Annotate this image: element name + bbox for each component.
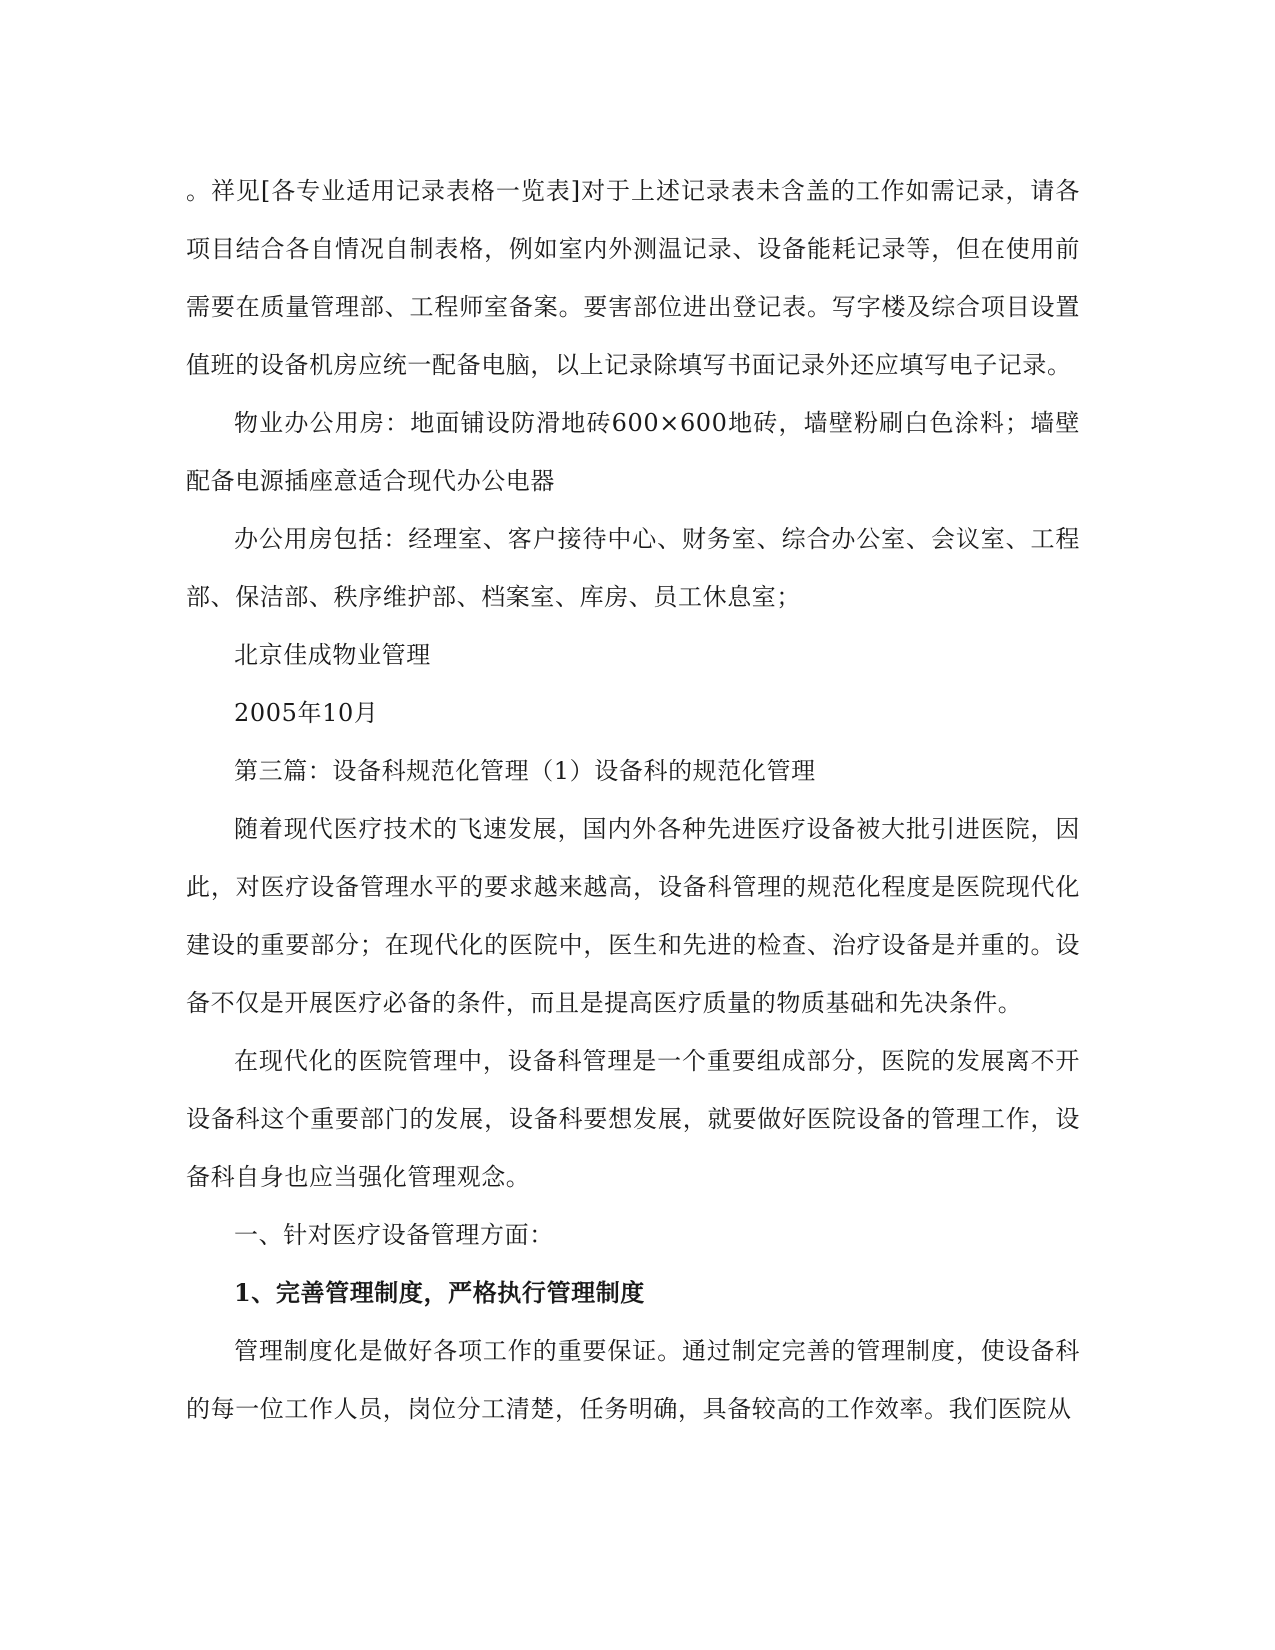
section-title-third-article: 第三篇：设备科规范化管理（1）设备科的规范化管理	[234, 757, 816, 785]
paragraph-company-name: 北京佳成物业管理	[234, 641, 431, 669]
document-body	[186, 162, 1080, 1438]
paragraph-office-rooms: 办公用房包括：经理室、客户接待中心、财务室、综合办公室、会议室、工程部、保洁部、秩序维护部、档案室、库房、员工休息室；	[186, 525, 1080, 611]
paragraph-date: 2005年10月	[234, 699, 379, 727]
paragraph-office-floor: 物业办公用房：地面铺设防滑地砖600×600地砖，墙壁粉刷白色涂料；墙壁配备电源插座意适合现代办公电器	[186, 409, 1080, 495]
heading-equipment-management: 一、针对医疗设备管理方面：	[234, 1221, 554, 1249]
paragraph-records-forms: 。祥见[各专业适用记录表格一览表]对于上述记录表未含盖的工作如需记录，请各项目结合各自情况自制表格，例如室内外测温记录、设备能耗记录等，但在使用前需要在质量管理部、工程师室备案。要害部位进出登记表。写字楼及综合项目设置值班的设备机房应统一配备电脑，以上记录除填写书面记录外还应填写电子记录。	[186, 177, 1080, 379]
paragraph-system-institutionalization: 管理制度化是做好各项工作的重要保证。通过制定完善的管理制度，使设备科的每一位工作人员，岗位分工清楚，任务明确，具备较高的工作效率。我们医院从	[186, 1337, 1080, 1423]
paragraph-hospital-management: 在现代化的医院管理中，设备科管理是一个重要组成部分，医院的发展离不开设备科这个重要部门的发展，设备科要想发展，就要做好医院设备的管理工作，设备科自身也应当强化管理观念。	[186, 1047, 1080, 1191]
heading-improve-system: 1、完善管理制度，严格执行管理制度	[234, 1278, 645, 1307]
paragraph-medical-development: 随着现代医疗技术的飞速发展，国内外各种先进医疗设备被大批引进医院，因此，对医疗设备管理水平的要求越来越高，设备科管理的规范化程度是医院现代化建设的重要部分；在现代化的医院中，医生和先进的检查、治疗设备是并重的。设备不仅是开展医疗必备的条件，而且是提高医疗质量的物质基础和先决条件。	[186, 815, 1080, 1017]
